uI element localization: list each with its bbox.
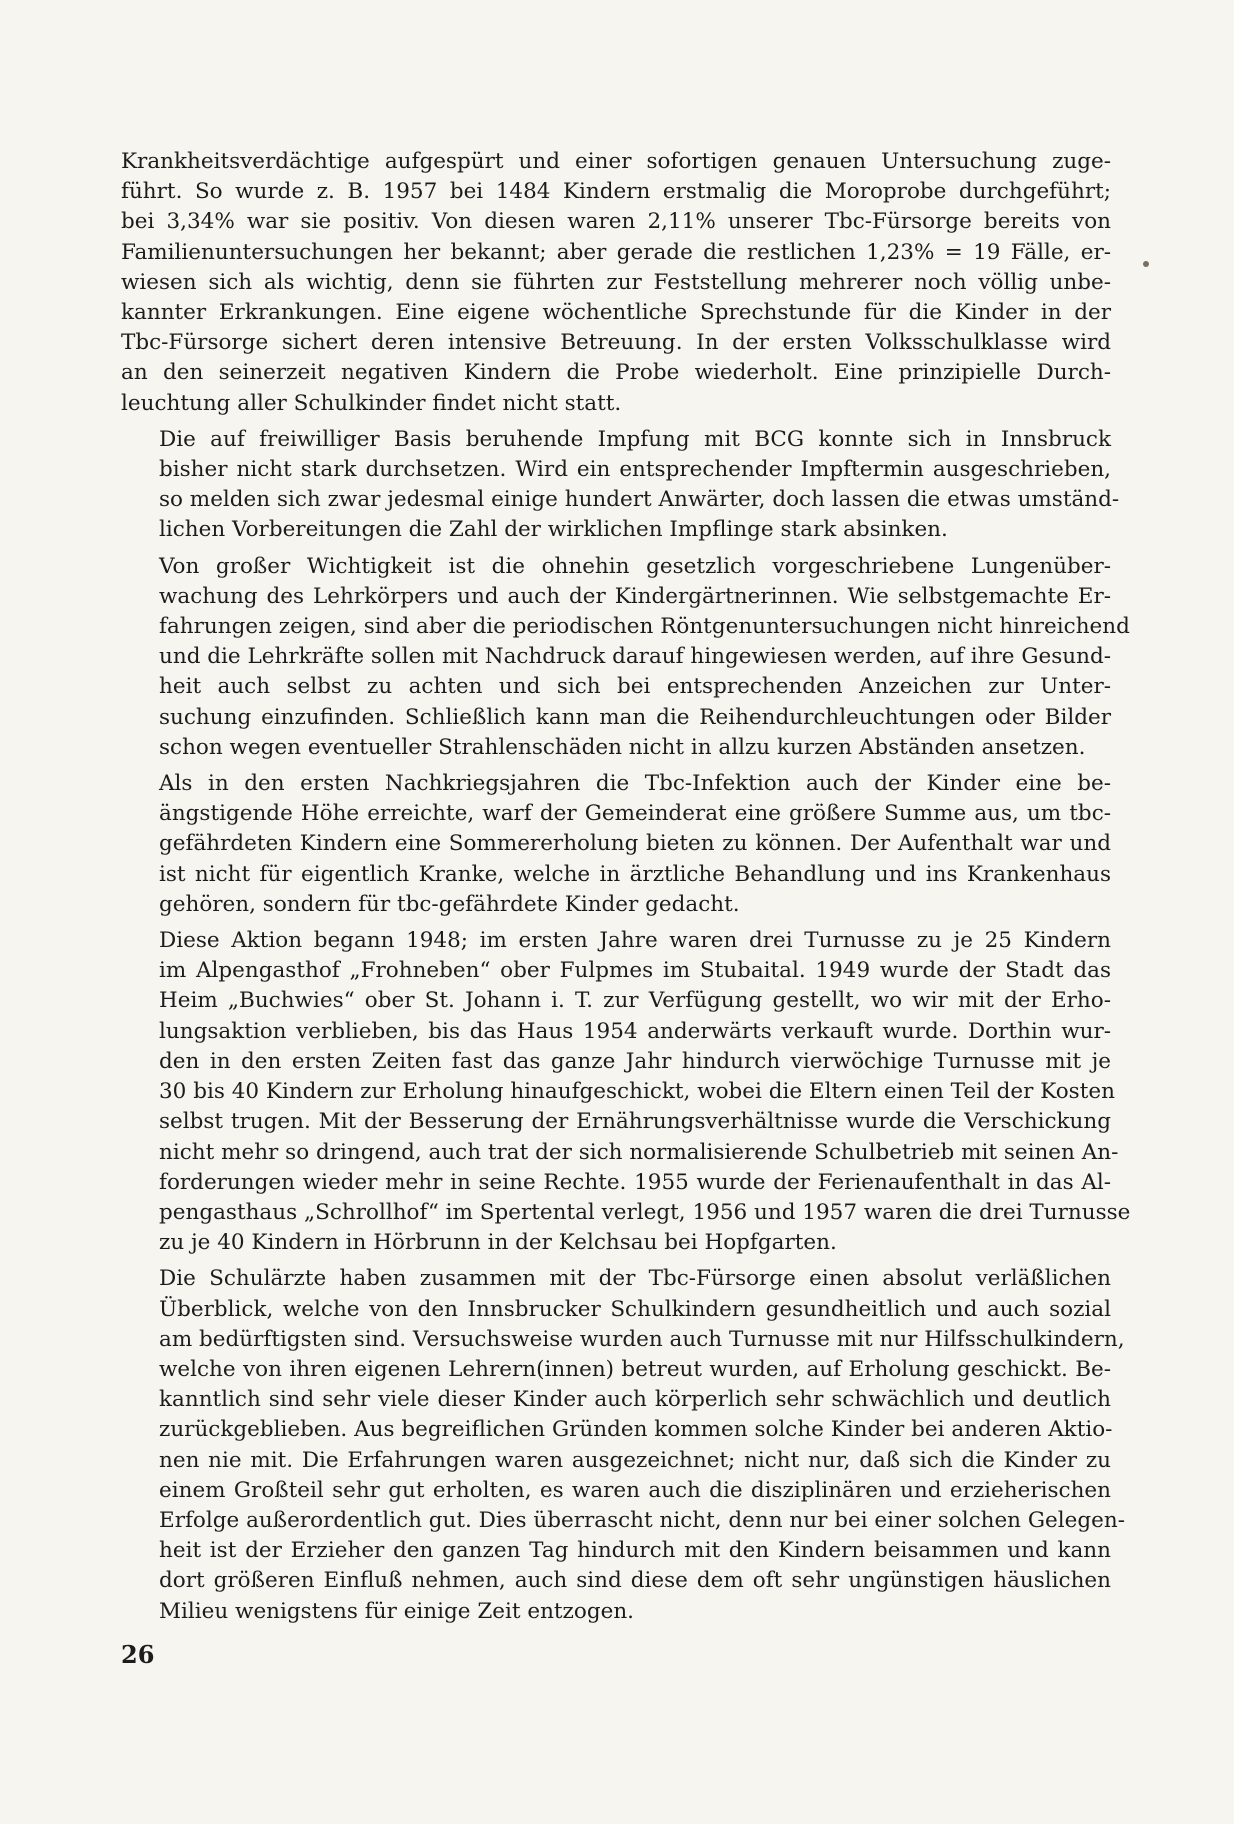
- text-line: bisher nicht stark durchsetzen. Wird ein entsprechender Impftermin ausgeschrieben,: [159, 457, 1111, 483]
- text-line: welche von ihren eigenen Lehrern(innen) betreut wurden, auf Erholung geschickt. Be-: [159, 1356, 1111, 1382]
- text-line: fahrungen zeigen, sind aber die periodischen Röntgenuntersuchungen nicht hinreichend: [159, 614, 1130, 640]
- paragraph: [121, 552, 1130, 763]
- text-line: einem Großteil sehr gut erholten, es waren auch die disziplinären und erzieherischen: [159, 1477, 1111, 1503]
- text-line: pengasthaus „Schrollhof“ im Spertental verlegt, 1956 und 1957 waren die drei Turnusse: [159, 1199, 1131, 1225]
- page-number: 26: [121, 1640, 155, 1669]
- text-line: Die auf freiwilliger Basis beruhende Impfung mit BCG konnte sich in Innsbruck: [159, 426, 1111, 452]
- text-line: und die Lehrkräfte sollen mit Nachdruck darauf hingewiesen werden, auf ihre Gesund-: [159, 644, 1111, 670]
- text-line: gehören, sondern für tbc-gefährdete Kinder gedacht.: [159, 891, 740, 917]
- text-line: 30 bis 40 Kindern zur Erholung hinaufgeschickt, wobei die Eltern einen Teil der Kosten: [159, 1079, 1115, 1105]
- text-line: führt. So wurde z. B. 1957 bei 1484 Kindern erstmalig die Moroprobe durchgeführt;: [121, 179, 1111, 205]
- text-line: Die Schulärzte haben zusammen mit der Tbc-Fürsorge einen absolut verläßlichen: [159, 1266, 1111, 1292]
- text-line: Überblick, welche von den Innsbrucker Schulkindern gesundheitlich und auch sozial: [159, 1296, 1111, 1322]
- text-line: am bedürftigsten sind. Versuchsweise wurden auch Turnusse mit nur Hilfsschulkindern,: [159, 1326, 1125, 1352]
- text-line: lungsaktion verblieben, bis das Haus 1954 anderwärts verkauft wurde. Dorthin wur-: [159, 1018, 1111, 1044]
- text-line: zurückgeblieben. Aus begreiflichen Gründen kommen solche Kinder bei anderen Aktio-: [159, 1417, 1113, 1443]
- text-line: bei 3,34% war sie positiv. Von diesen waren 2,11% unserer Tbc-Fürsorge bereits von: [121, 209, 1111, 235]
- text-line: Tbc-Fürsorge sichert deren intensive Betreuung. In der ersten Volksschulklasse wird: [121, 330, 1111, 356]
- text-line: dort größeren Einfluß nehmen, auch sind diese dem oft sehr ungünstigen häuslichen: [159, 1568, 1111, 1594]
- text-line: Heim „Buchwies“ ober St. Johann i. T. zur Verfügung gestellt, wo wir mit der Erho-: [159, 988, 1111, 1014]
- paragraph: [121, 926, 1131, 1258]
- text-line: Von großer Wichtigkeit ist die ohnehin gesetzlich vorgeschriebene Lungenüber-: [159, 553, 1111, 579]
- text-line: nicht mehr so dringend, auch trat der sich normalisierende Schulbetrieb mit seinen An-: [159, 1139, 1119, 1165]
- text-line: suchung einzufinden. Schließlich kann man die Reihendurchleuchtungen oder Bilder: [159, 704, 1111, 730]
- text-line: heit ist der Erzieher den ganzen Tag hindurch mit den Kindern beisammen und kann: [159, 1538, 1111, 1564]
- paragraph: [121, 147, 1111, 419]
- text-line: kanntlich sind sehr viele dieser Kinder auch körperlich sehr schwächlich und deutlich: [159, 1387, 1111, 1413]
- text-line: Als in den ersten Nachkriegsjahren die Tbc-Infektion auch der Kinder eine be-: [159, 771, 1111, 797]
- text-line: zu je 40 Kindern in Hörbrunn in der Kelchsau bei Hopfgarten.: [159, 1230, 837, 1256]
- text-line: schon wegen eventueller Strahlenschäden nicht in allzu kurzen Abständen ansetzen.: [159, 734, 1086, 760]
- text-line: so melden sich zwar jedesmal einige hundert Anwärter, doch lassen die etwas umständ-: [159, 487, 1120, 513]
- text-line: wiesen sich als wichtig, denn sie führten zur Feststellung mehrerer noch völlig unbe-: [121, 269, 1111, 295]
- paragraph: [121, 425, 1120, 546]
- text-line: wachung des Lehrkörpers und auch der Kindergärtnerinnen. Wie selbstgemachte Er-: [159, 583, 1111, 609]
- text-line: im Alpengasthof „Frohneben“ ober Fulpmes im Stubaital. 1949 wurde der Stadt das: [159, 958, 1111, 984]
- body-text: [121, 147, 1131, 1633]
- margin-mark: [1143, 261, 1149, 267]
- text-line: forderungen wieder mehr in seine Rechte. 1955 wurde der Ferienaufenthalt in das Al-: [159, 1169, 1111, 1195]
- text-line: Erfolge außerordentlich gut. Dies überrascht nicht, denn nur bei einer solchen Gelegen-: [159, 1507, 1125, 1533]
- text-line: gefährdeten Kindern eine Sommererholung bieten zu können. Der Aufenthalt war und: [159, 831, 1111, 857]
- text-line: Diese Aktion begann 1948; im ersten Jahre waren drei Turnusse zu je 25 Kindern: [159, 928, 1111, 954]
- text-line: heit auch selbst zu achten und sich bei entsprechenden Anzeichen zur Unter-: [159, 674, 1111, 700]
- text-line: Krankheitsverdächtige aufgespürt und einer sofortigen genauen Untersuchung zuge-: [121, 149, 1111, 174]
- text-line: Milieu wenigstens für einige Zeit entzogen.: [159, 1598, 634, 1624]
- text-line: ist nicht für eigentlich Kranke, welche in ärztliche Behandlung und ins Krankenhaus: [159, 861, 1111, 887]
- paragraph: [121, 1264, 1125, 1626]
- text-line: ängstigende Höhe erreichte, warf der Gemeinderat eine größere Summe aus, um tbc-: [159, 801, 1111, 827]
- text-line: leuchtung aller Schulkinder findet nicht statt.: [121, 390, 622, 416]
- text-line: selbst trugen. Mit der Besserung der Ernährungsverhältnisse wurde die Verschickung: [159, 1109, 1111, 1135]
- text-line: nen nie mit. Die Erfahrungen waren ausgezeichnet; nicht nur, daß sich die Kinder zu: [159, 1447, 1111, 1473]
- paragraph: [121, 769, 1111, 920]
- text-line: Familienuntersuchungen her bekannt; aber gerade die restlichen 1,23% = 19 Fälle, er-: [121, 239, 1111, 265]
- text-line: kannter Erkrankungen. Eine eigene wöchentliche Sprechstunde für die Kinder in der: [121, 300, 1111, 326]
- text-line: an den seinerzeit negativen Kindern die Probe wiederholt. Eine prinzipielle Durch-: [121, 360, 1111, 386]
- text-line: lichen Vorbereitungen die Zahl der wirklichen Impflinge stark absinken.: [159, 517, 948, 543]
- text-line: den in den ersten Zeiten fast das ganze Jahr hindurch vierwöchige Turnusse mit je: [159, 1048, 1111, 1074]
